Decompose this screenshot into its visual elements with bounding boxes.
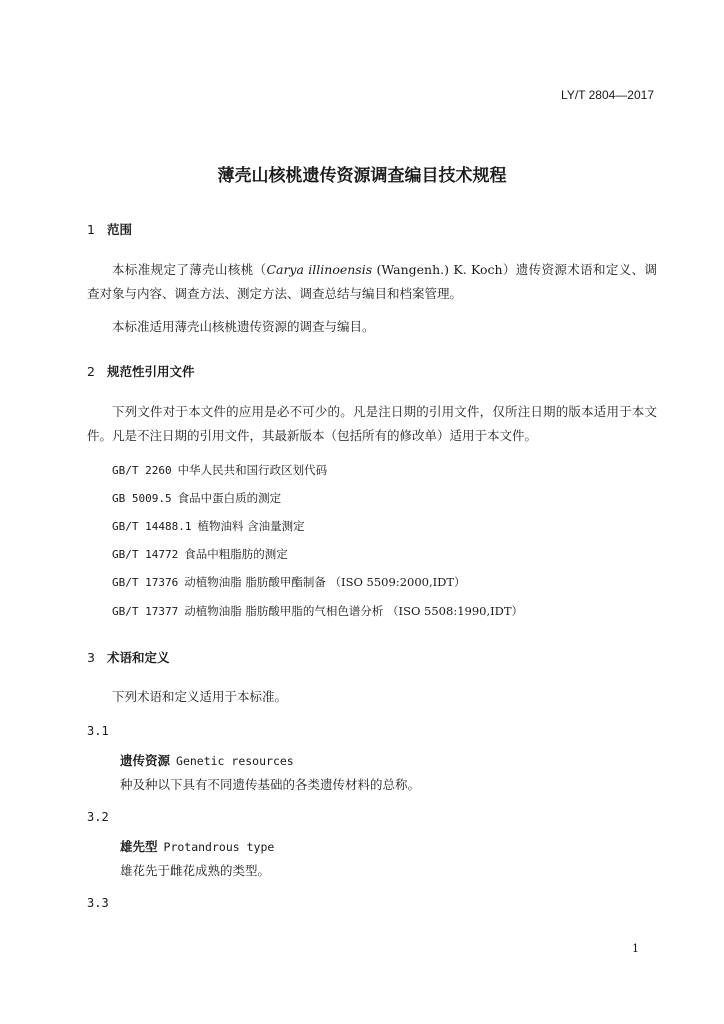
reference-item <box>112 462 327 478</box>
reference-name: 中华人民共和国行政区划代码 <box>177 463 328 477</box>
normative-intro: 下列文件对于本文件的应用是必不可少的。凡是注日期的引用文件，仅所注日期的版本适用于本文件。凡是不注日期的引用文件，其最新版本（包括所有的修改单）适用于本文件。 <box>87 404 657 443</box>
term-english: Genetic resources <box>176 754 294 768</box>
section-heading-terms <box>87 648 170 666</box>
section-heading-normative <box>87 362 195 380</box>
reference-code: GB/T 17376 <box>112 576 179 589</box>
reference-name: 食品中蛋白质的测定 <box>177 491 282 505</box>
reference-code: GB 5009.5 <box>112 492 172 505</box>
section-title: 术语和定义 <box>107 650 170 665</box>
scope-text-a: 本标准规定了薄壳山核桃（ <box>112 262 267 277</box>
section-heading-scope <box>87 220 132 238</box>
reference-code: GB/T 14772 <box>112 548 179 561</box>
scope-paragraph-2: 本标准适用薄壳山核桃遗传资源的调查与编目。 <box>112 319 375 334</box>
scope-text-b: (Wangenh.) K. Koch）遗传资源术语和定义、调查对象与内容、调查方法、测定方法、调查总结与编目和档案管理。 <box>87 262 657 301</box>
standard-code: LY/T 2804—2017 <box>561 88 654 102</box>
terms-intro: 下列术语和定义适用于本标准。 <box>112 689 288 704</box>
page-number: 1 <box>632 942 639 955</box>
scientific-name: Carya illinoensis <box>266 262 373 277</box>
reference-item <box>112 603 523 619</box>
scope-paragraph-1 <box>87 258 657 306</box>
term-definition: 雄花先于雌花成熟的类型。 <box>120 863 271 878</box>
reference-code: GB/T 2260 <box>112 464 172 477</box>
section-number: 2 <box>87 364 95 379</box>
term-entry <box>120 751 294 769</box>
reference-name: 植物油料 含油量测定 <box>197 519 305 533</box>
reference-item <box>112 490 281 506</box>
document-title: 薄壳山核桃遗传资源调查编目技术规程 <box>217 166 507 186</box>
term-chinese: 遗传资源 <box>120 753 171 768</box>
term-english: Protandrous type <box>163 840 275 854</box>
term-definition: 种及种以下具有不同遗传基础的各类遗传材料的总称。 <box>120 777 421 792</box>
reference-name: 动植物油脂 脂肪酸甲脂的气相色谱分析 （ISO 5508:1990,IDT） <box>184 604 524 618</box>
reference-code: GB/T 14488.1 <box>112 520 192 533</box>
reference-name: 食品中粗脂肪的测定 <box>184 547 288 561</box>
section-title: 规范性引用文件 <box>107 364 195 379</box>
reference-item <box>112 574 466 590</box>
term-chinese: 雄先型 <box>120 839 158 854</box>
reference-item <box>112 518 305 534</box>
subclause-number: 3.1 <box>87 724 109 738</box>
section-number: 3 <box>87 650 95 665</box>
subclause-number: 3.3 <box>87 896 109 910</box>
reference-name: 动植物油脂 脂肪酸甲酯制备 （ISO 5509:2000,IDT） <box>184 575 466 589</box>
section-title: 范围 <box>107 222 133 237</box>
reference-item <box>112 546 288 562</box>
term-entry <box>120 837 274 855</box>
subclause-number: 3.2 <box>87 810 109 824</box>
reference-code: GB/T 17377 <box>112 605 179 618</box>
section-number: 1 <box>87 222 95 237</box>
